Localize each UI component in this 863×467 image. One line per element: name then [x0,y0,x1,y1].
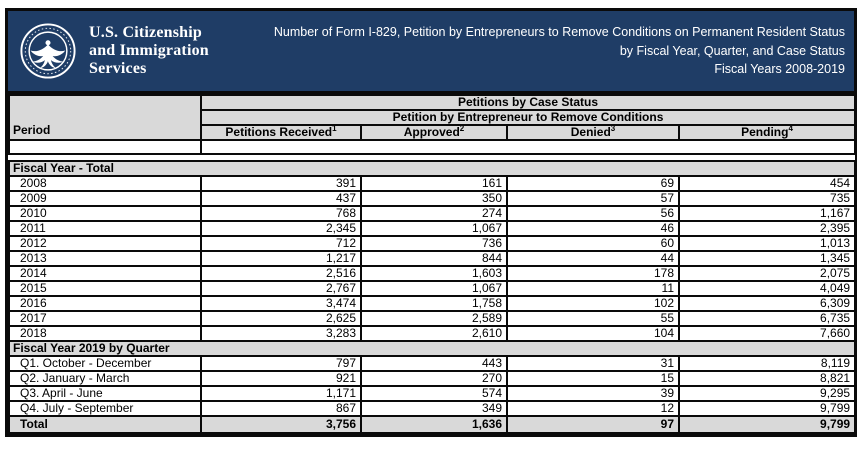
value-cell: 44 [507,251,679,266]
value-cell: 443 [361,356,507,371]
agency-line-3: Services [89,60,147,78]
gap-row [9,154,855,161]
gap-cell [9,154,855,161]
table-row [9,191,855,206]
value-cell: 3,283 [201,326,361,341]
table-row [9,266,855,281]
value-cell: 161 [361,176,507,191]
period-cell: 2012 [9,236,201,251]
value-cell: 2,516 [201,266,361,281]
value-cell: 437 [201,191,361,206]
column-header-denied [507,125,679,140]
period-cell: Q3. April - June [9,386,201,401]
spacer-row [9,140,855,154]
table-row [9,401,855,416]
report-frame [5,8,857,437]
column-header-label: Pending [741,125,789,139]
petition-type-group-header: Petition by Entrepreneur to Remove Conditions [201,110,855,125]
report-title [274,11,845,91]
period-cell: 2015 [9,281,201,296]
column-header-label: Approved [403,125,460,139]
value-cell: 2,345 [201,221,361,236]
table-row [9,206,855,221]
spacer-cell [201,140,855,154]
petitions-data-table [8,94,856,434]
table-row [9,221,855,236]
value-cell: 12 [507,401,679,416]
period-cell: Q4. July - September [9,401,201,416]
table-row [9,311,855,326]
value-cell: 712 [201,236,361,251]
value-cell: 60 [507,236,679,251]
total-value-cell: 97 [507,416,679,433]
value-cell: 768 [201,206,361,221]
table-body [9,161,855,433]
table-row [9,281,855,296]
table-row [9,371,855,386]
value-cell: 2,610 [361,326,507,341]
column-header-pending [679,125,855,140]
value-cell: 55 [507,311,679,326]
value-cell: 102 [507,296,679,311]
value-cell: 6,309 [679,296,855,311]
table-row [9,386,855,401]
total-value-cell: 3,756 [201,416,361,433]
value-cell: 39 [507,386,679,401]
value-cell: 1,758 [361,296,507,311]
period-cell: 2011 [9,221,201,236]
period-cell: 2016 [9,296,201,311]
value-cell: 574 [361,386,507,401]
value-cell: 274 [361,206,507,221]
total-value-cell: 9,799 [679,416,855,433]
section-header-row [9,161,855,176]
total-row [9,416,855,433]
value-cell: 6,735 [679,311,855,326]
value-cell: 7,660 [679,326,855,341]
value-cell: 11 [507,281,679,296]
footnote-marker: 3 [610,125,616,133]
agency-line-1: U.S. Citizenship [89,23,202,41]
value-cell: 735 [679,191,855,206]
total-label-cell: Total [9,416,201,433]
value-cell: 46 [507,221,679,236]
table-row [9,356,855,371]
value-cell: 15 [507,371,679,386]
spacer-cell [9,140,201,154]
value-cell: 736 [361,236,507,251]
report-title-line-1: Number of Form I-829, Petition by Entrepreneurs to Remove Conditions on Permanent Resident Status [273,24,845,39]
value-cell: 349 [361,401,507,416]
footnote-marker: 4 [788,125,793,133]
table-row [9,296,855,311]
value-cell: 1,345 [679,251,855,266]
table-row [9,176,855,191]
value-cell: 69 [507,176,679,191]
value-cell: 2,075 [679,266,855,281]
value-cell: 1,603 [361,266,507,281]
value-cell: 2,625 [201,311,361,326]
table-row [9,236,855,251]
value-cell: 8,119 [679,356,855,371]
value-cell: 9,799 [679,401,855,416]
value-cell: 31 [507,356,679,371]
value-cell: 8,821 [679,371,855,386]
total-value-cell: 1,636 [361,416,507,433]
value-cell: 4,049 [679,281,855,296]
value-cell: 1,217 [201,251,361,266]
period-column-header: Period [9,95,201,140]
footnote-marker: 1 [332,125,337,133]
report-masthead [8,11,854,94]
period-cell: Q2. January - March [9,371,201,386]
column-header-label: Petitions Received [225,125,333,139]
report-title-line-2: by Fiscal Year, Quarter, and Case Status [619,43,845,58]
value-cell: 1,167 [679,206,855,221]
table-row [9,251,855,266]
value-cell: 867 [201,401,361,416]
value-cell: 270 [361,371,507,386]
table-row [9,326,855,341]
column-header-approved [361,125,507,140]
group-header-row-1 [9,95,855,110]
report-title-line-3: Fiscal Years 2008-2019 [714,62,845,77]
period-cell: 2018 [9,326,201,341]
section-label: Fiscal Year 2019 by Quarter [9,341,855,356]
agency-line-2: and Immigration [89,41,209,59]
value-cell: 1,067 [361,281,507,296]
value-cell: 454 [679,176,855,191]
value-cell: 844 [361,251,507,266]
value-cell: 350 [361,191,507,206]
value-cell: 57 [507,191,679,206]
column-header-label: Denied [570,125,611,139]
section-header-row [9,341,855,356]
value-cell: 3,474 [201,296,361,311]
value-cell: 2,589 [361,311,507,326]
value-cell: 2,395 [679,221,855,236]
value-cell: 1,171 [201,386,361,401]
value-cell: 178 [507,266,679,281]
value-cell: 104 [507,326,679,341]
period-cell: 2017 [9,311,201,326]
footnote-marker: 2 [459,125,465,133]
value-cell: 391 [201,176,361,191]
value-cell: 1,067 [361,221,507,236]
value-cell: 56 [507,206,679,221]
case-status-group-header: Petitions by Case Status [201,95,855,110]
period-cell: 2009 [9,191,201,206]
column-header-petitions-received [201,125,361,140]
period-cell: Q1. October - December [9,356,201,371]
section-label: Fiscal Year - Total [9,161,855,176]
period-cell: 2010 [9,206,201,221]
period-cell: 2014 [9,266,201,281]
value-cell: 1,013 [679,236,855,251]
period-cell: 2013 [9,251,201,266]
period-cell: 2008 [9,176,201,191]
value-cell: 2,767 [201,281,361,296]
value-cell: 9,295 [679,386,855,401]
value-cell: 921 [201,371,361,386]
value-cell: 797 [201,356,361,371]
dhs-seal-icon [19,22,77,80]
agency-name [89,24,209,78]
